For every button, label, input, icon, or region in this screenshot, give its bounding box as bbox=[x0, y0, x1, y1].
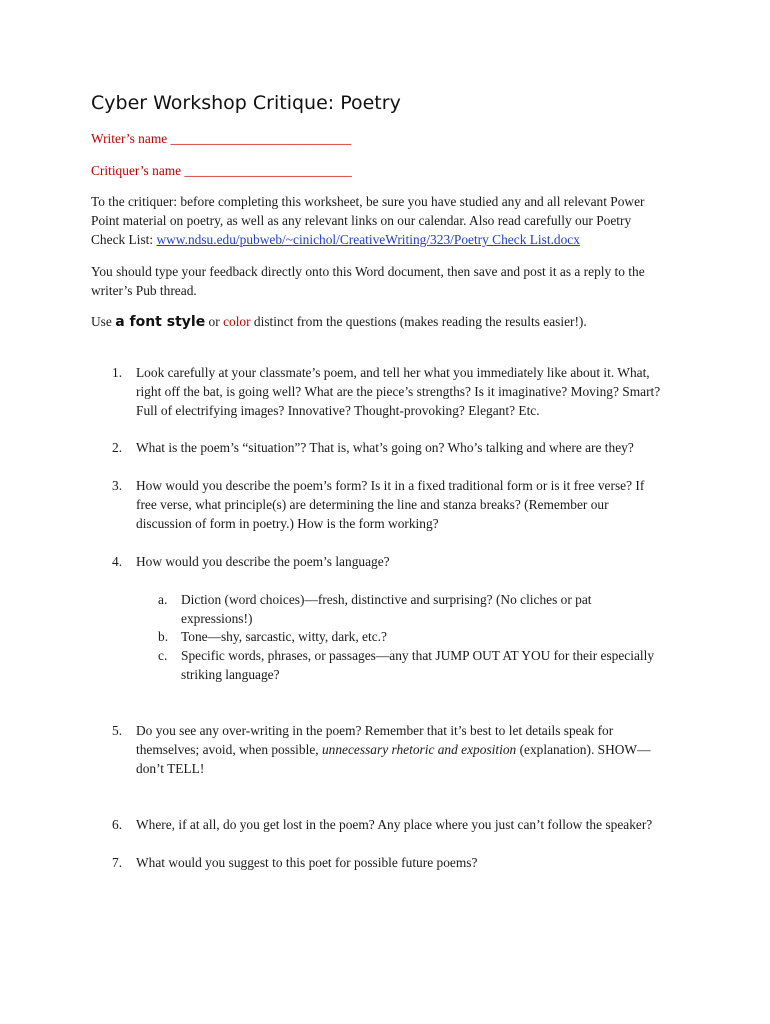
writer-name-field[interactable]: Writer’s name ___________________________ bbox=[91, 131, 352, 146]
question-1-line-3: Full of electrifying images? Innovative? Thought-provoking? Elegant? Etc. bbox=[136, 403, 540, 418]
question-2-line-1: What is the poem’s “situation”? That is, what’s going on? Who’s talking and where are they? bbox=[136, 440, 634, 455]
question-2-number: 2. bbox=[112, 440, 123, 455]
question-5-line-1: Do you see any over-writing in the poem? Remember that it’s best to let details speak for bbox=[136, 723, 614, 738]
use-prefix: Use bbox=[91, 314, 116, 329]
intro-line-3 bbox=[91, 232, 580, 248]
use-middle: or bbox=[205, 314, 224, 329]
subitem-c-line-1: Specific words, phrases, or passages—any that JUMP OUT AT YOU for their especially bbox=[181, 648, 655, 663]
subitem-a-line-2: expressions!) bbox=[181, 611, 253, 626]
question-5-number: 5. bbox=[112, 723, 123, 738]
question-7-line-1: What would you suggest to this poet for possible future poems? bbox=[136, 855, 478, 870]
color-example: color bbox=[223, 314, 251, 329]
use-suffix: distinct from the questions (makes reading the results easier!). bbox=[250, 314, 587, 329]
question-3-line-2: free verse, what principle(s) are determining the line and stanza breaks? (Remember our bbox=[136, 497, 609, 512]
feedback-line-1: You should type your feedback directly onto this Word document, then save and post it as a reply to the bbox=[91, 264, 645, 279]
question-6-number: 6. bbox=[112, 817, 123, 832]
critiquer-name-field[interactable]: Critiquer’s name _________________________ bbox=[91, 163, 352, 178]
question-4-line-1: How would you describe the poem’s language? bbox=[136, 554, 390, 569]
subitem-a-letter: a. bbox=[158, 592, 168, 607]
font-style-example: a font style bbox=[115, 314, 206, 330]
question-5-line-2-prefix: themselves; avoid, when possible, bbox=[136, 742, 322, 757]
question-1-line-2: right off the bat, is going well? What are the piece’s strengths? Is it imaginative? Moving? Smart? bbox=[136, 384, 661, 399]
use-style-line bbox=[91, 314, 587, 330]
intro-line-1: To the critiquer: before completing this worksheet, be sure you have studied any and all relevant Power bbox=[91, 194, 645, 209]
question-5-italic-phrase: unnecessary rhetoric and exposition bbox=[321, 742, 517, 757]
question-6-line-1: Where, if at all, do you get lost in the poem? Any place where you just can’t follow the speaker? bbox=[136, 817, 653, 832]
subitem-a-line-1: Diction (word choices)—fresh, distinctive and surprising? (No cliches or pat bbox=[181, 592, 592, 607]
question-3-number: 3. bbox=[112, 478, 123, 493]
subitem-c-letter: c. bbox=[158, 648, 168, 663]
question-7-number: 7. bbox=[112, 855, 123, 870]
intro-line-2: Point material on poetry, as well as any relevant links on our calendar. Also read carefully our Poetry bbox=[91, 213, 632, 228]
question-3-line-3: discussion of form in poetry.) How is the form working? bbox=[136, 516, 439, 531]
question-1-number: 1. bbox=[112, 365, 123, 380]
question-5-line-2 bbox=[136, 742, 650, 758]
subitem-b-line-1: Tone—shy, sarcastic, witty, dark, etc.? bbox=[181, 629, 387, 644]
document-title: Cyber Workshop Critique: Poetry bbox=[91, 92, 401, 114]
question-5-line-2-suffix: (explanation). SHOW— bbox=[516, 742, 651, 757]
checklist-link[interactable]: www.ndsu.edu/pubweb/~cinichol/CreativeWriting/323/Poetry Check List.docx bbox=[156, 232, 580, 247]
subitem-c-line-2: striking language? bbox=[181, 667, 280, 682]
question-5-line-3: don’t TELL! bbox=[136, 761, 205, 776]
question-4-number: 4. bbox=[112, 554, 123, 569]
subitem-b-letter: b. bbox=[158, 629, 169, 644]
question-1-line-1: Look carefully at your classmate’s poem, and tell her what you immediately like about it. What, bbox=[136, 365, 650, 380]
feedback-line-2: writer’s Pub thread. bbox=[91, 283, 197, 298]
question-3-line-1: How would you describe the poem’s form? Is it in a fixed traditional form or is it free verse? If bbox=[136, 478, 645, 493]
checklist-label: Check List: bbox=[91, 232, 157, 247]
